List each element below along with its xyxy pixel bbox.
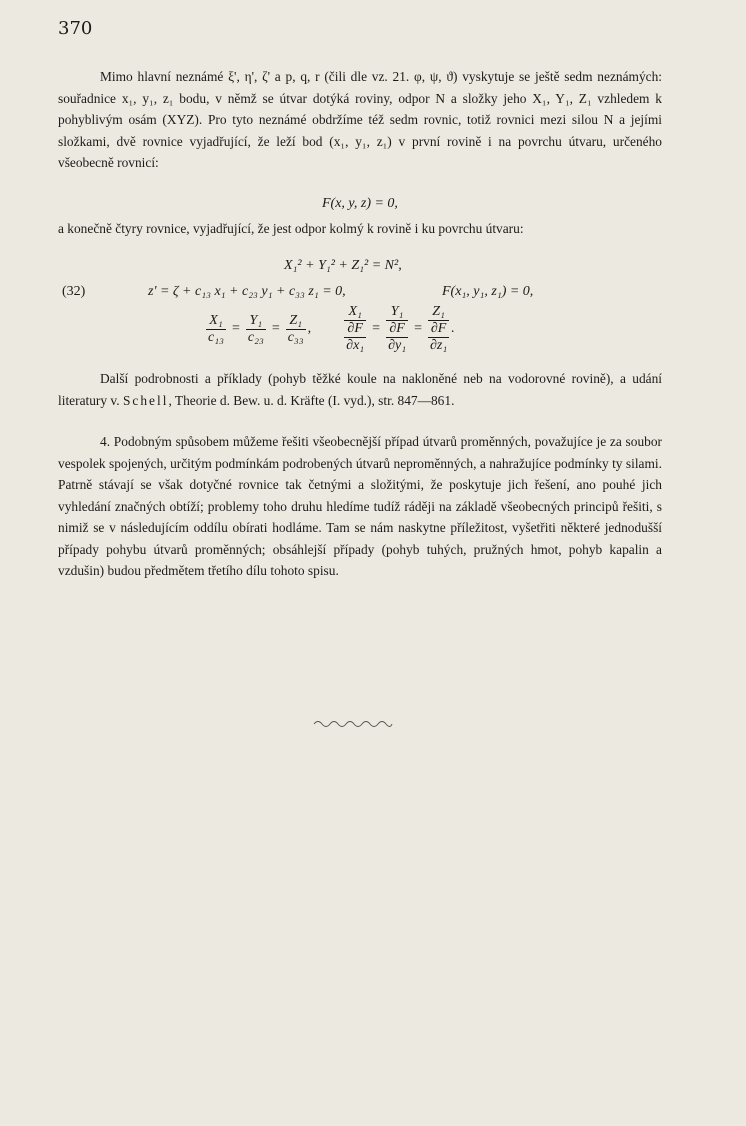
- equation-surface: F(x, y, z) = 0,: [322, 196, 398, 211]
- equation-line-1: X₁² + Y₁² + Z₁² = N²,: [284, 258, 402, 273]
- fraction-x: $\frac{\text{X₁}}{\text{c₁₃}}$: [208, 312, 224, 345]
- equation-line-2b: F(x₁, y₁, z₁) = 0,: [442, 284, 534, 299]
- fraction-partial-z: Z₁ ∂F ∂z₁: [429, 304, 448, 353]
- ornament-divider: [312, 718, 394, 730]
- page-number: 370: [58, 18, 93, 39]
- equation-ratios: $\frac{\text{X₁}}{\text{c₁₃}}$ = $\frac{\text{Y₁}}{\text{c₂₃}}$ = $\frac{\text{Z₁}}{\text{c₃₃}}$ , X₁ ∂F ∂x₁ = Y₁ ∂F ∂y₁ = Z₁ ∂F ∂z₁ .: [208, 304, 455, 353]
- fraction-partial-y: Y₁ ∂F ∂y₁: [388, 304, 407, 353]
- equation-number: (32): [62, 284, 86, 299]
- author-name: Schell: [122, 392, 169, 408]
- fraction-z: $\frac{\text{Z₁}}{\text{c₃₃}}$: [287, 312, 304, 345]
- paragraph-references: Další podrobnosti a příklady (pohyb těžké koule na nakloněné neb na vodorovné rovině), a udání literatury v. Schell, Theorie d. Bew. u. d. Kräfte (I. vyd.), str. 847—861.: [58, 371, 662, 408]
- equation-line-2a: z' = ζ + c₁₃ x₁ + c₂₃ y₁ + c₃₃ z₁ = 0,: [148, 284, 346, 299]
- paragraph-section-4: 4. Podobným spůsobem můžeme řešiti všeobecnější případ útvarů proměnných, považujíce je za soubor vespolek spojených, určitým podmínkám podrobených útvarů neproměnných, a nahražujíce podmínky ty silami. Patrně stávají se však dotyčné rovnice tak četnými a složitými, že poskytuje jich řešení, ano pouhé jich vyhledání značných obtíží; problemy toho druhu hledíme tudíž ráději na základě všeobecných principů řešiti, s nimiž se v následujícím oddílu obírati hodláme. Tam se nám naskytne příležitost, vyšetřiti některé jednodušší případy pohybu útvarů proměnných; obsáhlejší případy (pohyb tuhých, pružných hmot, pohyb kapalin a vzdušin) budou předmětem třetího dílu tohoto spisu.: [58, 434, 662, 578]
- fraction-y: $\frac{\text{Y₁}}{\text{c₂₃}}$: [247, 312, 264, 345]
- fraction-partial-x: X₁ ∂F ∂x₁: [346, 304, 365, 353]
- paragraph-unknowns: Mimo hlavní neznámé ξ', η', ζ' a p, q, r (čili dle vz. 21. φ, ψ, ϑ) vyskytuje se ještě sedm neznámých: souřadnice x₁, y₁, z₁ bodu, v němž se útvar dotýká roviny, odpor N a složky jeho X₁, Y₁, Z₁ vzhledem k pohyblivým osám (XYZ). Pro tyto neznámé obdržíme též sedm rovnic, totiž rovnici mezi silou N a jejími složkami, dvě rovnice vyjadřující, že leží bod (x₁, y₁, z₁) v první rovině i na povrchu útvaru, určeného všeobecně rovnicí:: [58, 69, 662, 170]
- paragraph-conditions: a konečně čtyry rovnice, vyjadřující, že jest odpor kolmý k rovině i ku povrchu útvaru:: [58, 221, 524, 236]
